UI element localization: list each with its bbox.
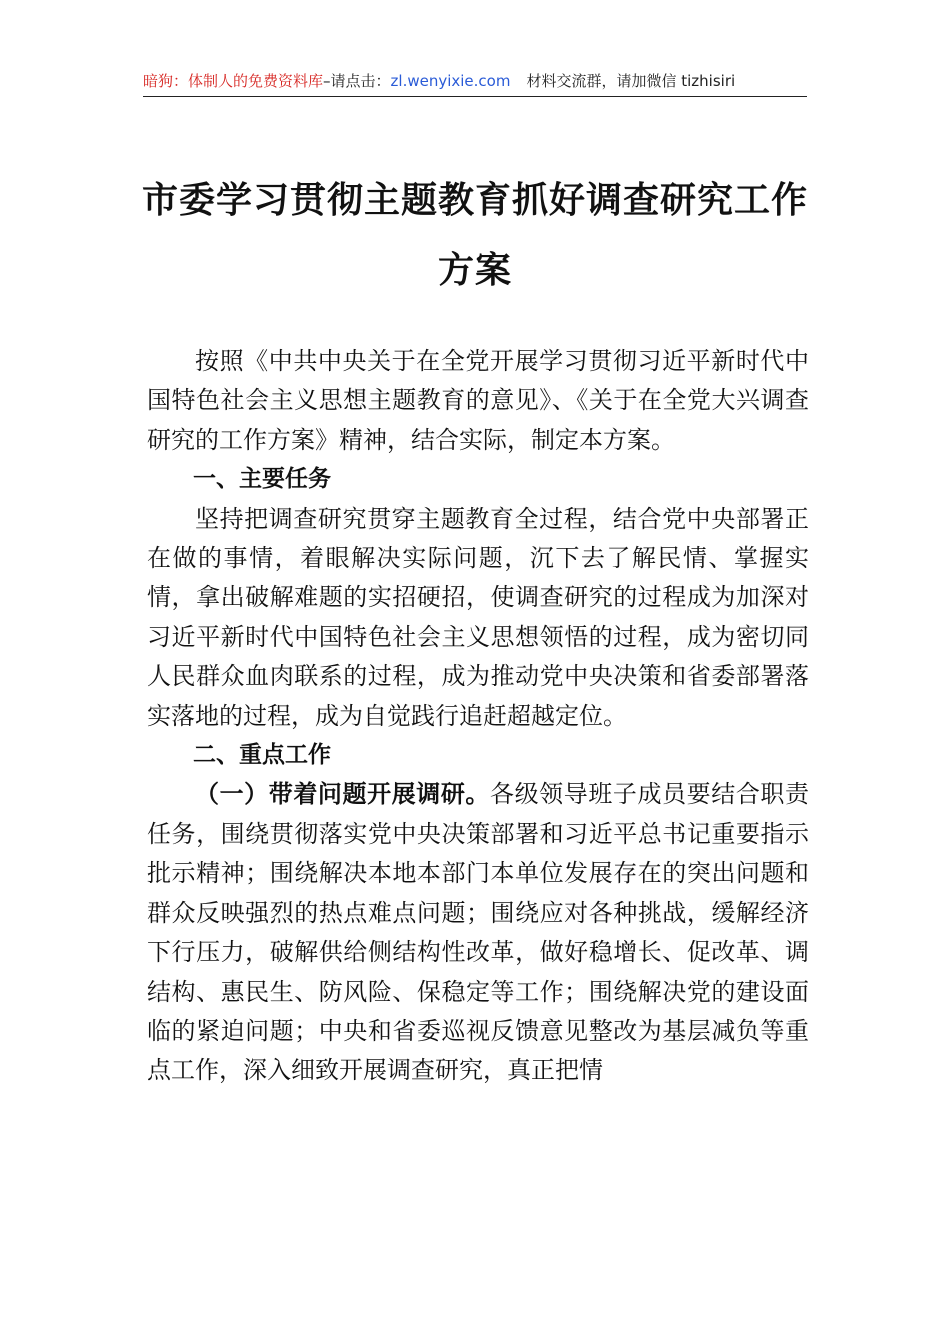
header-click-label: –请点击： bbox=[323, 72, 391, 90]
document-body bbox=[147, 342, 809, 1091]
section-heading-key-work: 二、重点工作 bbox=[193, 742, 331, 769]
intro-paragraph: 按照《中共中央关于在全党开展学习贯彻习近平新时代中国特色社会主义思想主题教育的意见》、《关于在全党大兴调查研究的工作方案》精神，结合实际，制定本方案。 bbox=[147, 347, 809, 454]
document-title-line-1: 市委学习贯彻主题教育抓好调查研究工作 bbox=[141, 179, 808, 221]
header-contact: 材料交流群，请加微信 tizhisiri bbox=[526, 72, 736, 90]
header-url-link[interactable]: zl.wenyixie.com bbox=[390, 72, 511, 90]
main-tasks-paragraph: 坚持把调查研究贯穿主题教育全过程，结合党中央部署正在做的事情，着眼解决实际问题，沉下去了解民情、掌握实情，拿出破解难题的实招硬招，使调查研究的过程成为加深对习近平新时代中国特色社会主义思想领悟的过程，成为密切同人民群众血肉联系的过程，成为推动党中央决策和省委部署落实落地的过程，成为自觉践行追赶超越定位。 bbox=[147, 504, 809, 730]
key-work-item-1-text: 各级领导班子成员要结合职责任务，围绕贯彻落实党中央决策部署和习近平总书记重要指示批示精神；围绕解决本地本部门本单位发展存在的突出问题和群众反映强烈的热点难点问题；围绕应对各种挑战，缓解经济下行压力，破解供给侧结构性改革，做好稳增长、促改革、调结构、惠民生、防风险、保稳定等工作；围绕解决党的建设面临的紧迫问题；中央和省委巡视反馈意见整改为基层减负等重点工作，深入细致开展调查研究，真正把情 bbox=[147, 780, 809, 1085]
document-title-line-2: 方案 bbox=[437, 249, 512, 291]
key-work-item-1-lead: （一）带着问题开展调研。 bbox=[195, 780, 490, 809]
key-work-item-1-paragraph bbox=[147, 775, 809, 1090]
section-heading-main-tasks: 一、主要任务 bbox=[193, 466, 331, 493]
header-site-label: 暗狗：体制人的免费资料库 bbox=[143, 72, 324, 90]
watermark-header bbox=[143, 66, 807, 97]
